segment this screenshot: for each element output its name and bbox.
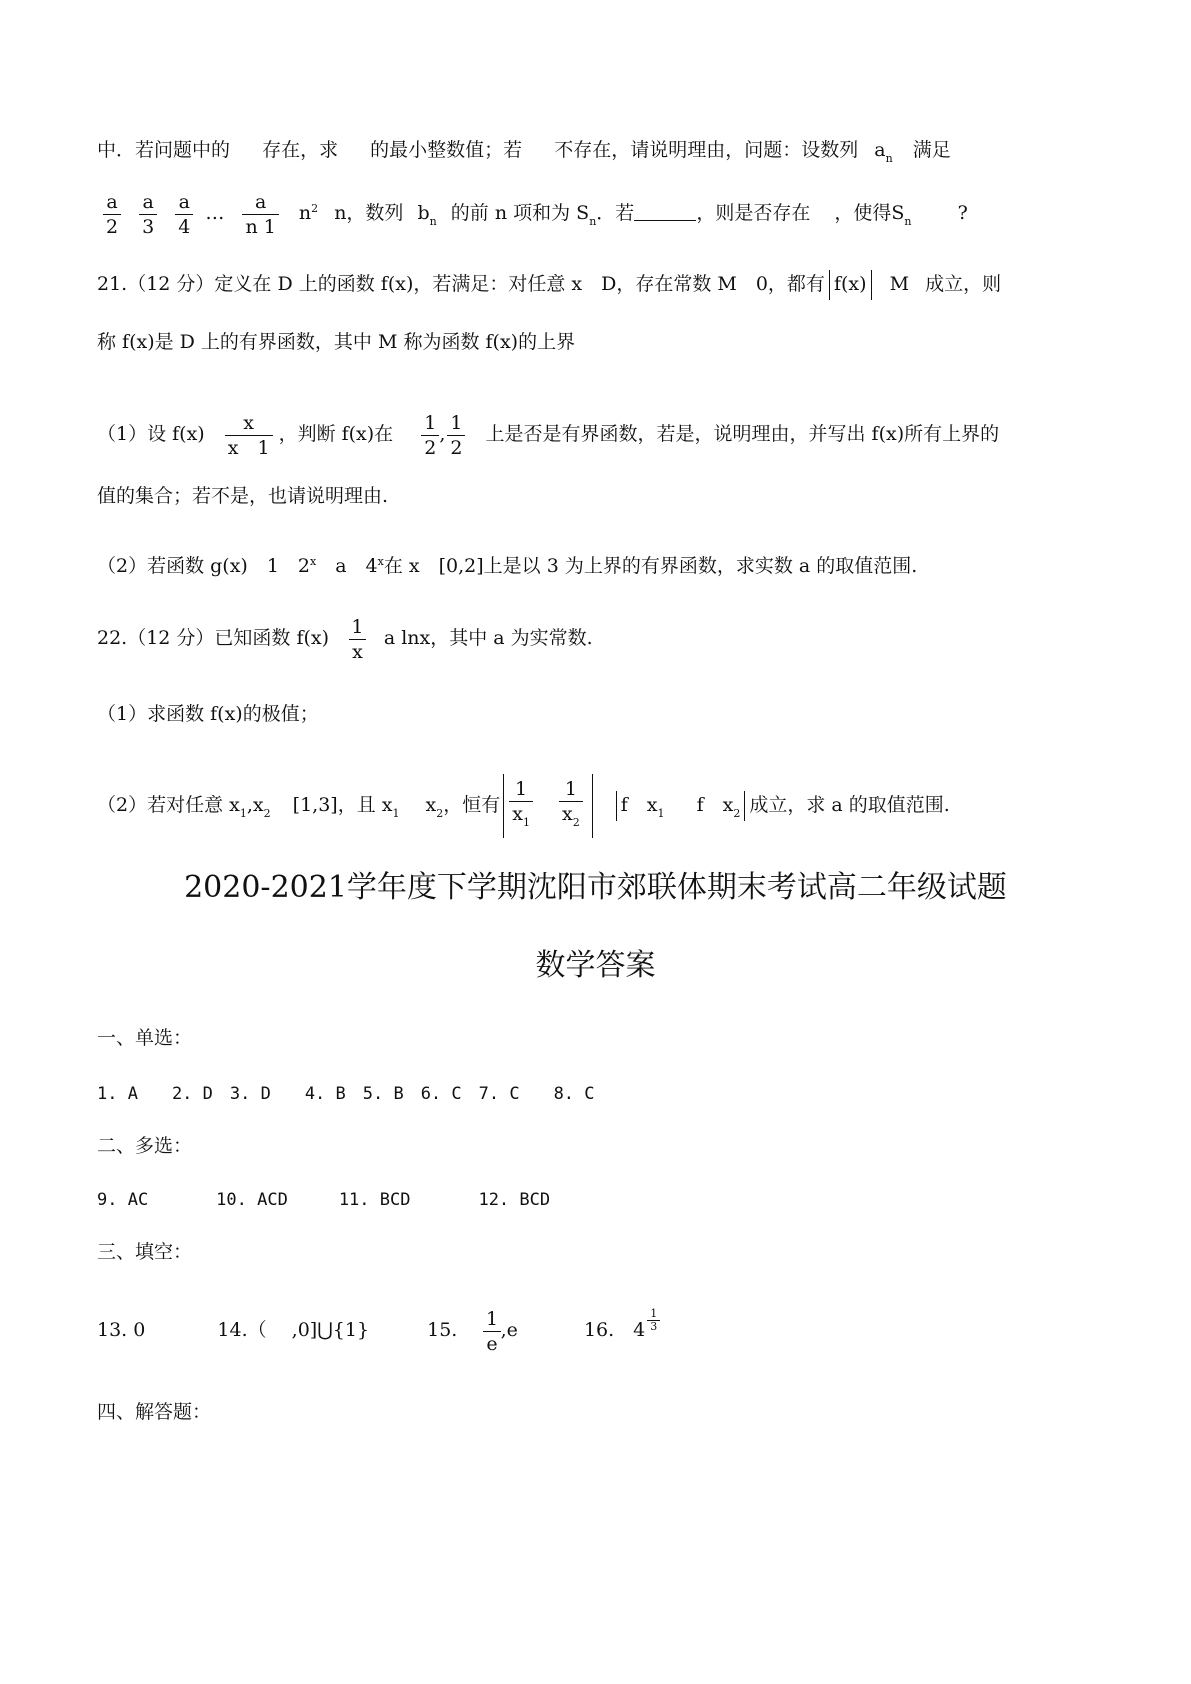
fraction-x-over-x1: $\frac{x}{x 1}$ <box>225 411 273 460</box>
q21-line2: 称 f(x)是 D 上的有界函数，其中 M 称为函数 f(x)的上界 <box>97 331 576 353</box>
problem20-line1: 中．若问题中的 存在，求 的最小整数值；若 不存在，请说明理由，问题：设数列 $a_n$ 满足 <box>97 139 951 165</box>
fraction-an: $\frac{a}{n 1}$ <box>242 190 278 239</box>
fraction-half-b: $\frac{1}{2}$ <box>447 411 465 460</box>
section-multi-choice: 二、多选： <box>97 1135 193 1157</box>
section-fill-in: 三、填空： <box>97 1241 193 1263</box>
q22-part1: （1）求函数 f(x)的极值； <box>97 703 319 725</box>
section-single-choice: 一、单选： <box>97 1027 193 1049</box>
answers-fill-in: 13. 0 14.（ ,0]⋃{1} 15. $\frac{1}{e}$ ,e 16. 4 $\frac{1}{3}$ <box>97 1300 1094 1360</box>
section-solutions: 四、解答题： <box>97 1401 212 1423</box>
q21-part1-line1: （1）设 f(x) $\frac{x}{x 1}$ ，判断 f(x)在 $\frac{1}{2}$ , $\frac{1}{2}$ 上是否是有界函数，若是，说明理由，并写出 f(x)所有上界的 <box>97 411 1000 459</box>
q21-part2: （2）若函数 g(x) 1 2$^x$ a 4$^x$在 x [0,2]上是以 3 为上界的有界函数，求实数 a 的取值范围. <box>97 555 918 577</box>
fraction-1-over-x: $\frac{1}{x}$ <box>349 615 366 664</box>
answer-subtitle: 数学答案 <box>535 948 656 983</box>
q21-line1: 21.（12 分）定义在 D 上的函数 f(x)，若满足：对任意 x D，存在常数 M 0，都有 f(x) M 成立，则 <box>97 270 1094 300</box>
fraction-1-over-e: $\frac{1}{e}$ <box>483 1307 500 1356</box>
problem20-line2: $\frac{a}{2}$ $\frac{a}{3}$ $\frac{a}{4}$ … $\frac{a}{n 1}$ $n^2$ n，数列 $b_n$ 的前 n 项和为 $S_n$．若 ，则是否存在 ，使得$S_n$ ? <box>97 184 1094 247</box>
fraction-half-a: $\frac{1}{2}$ <box>421 411 439 460</box>
fill-blank <box>634 202 696 221</box>
q21-part1-line2: 值的集合；若不是，也请说明理由. <box>97 485 389 507</box>
q22-part2: （2）若对任意 $x_1,x_2$ [1,3]，且 $x_1$ $x_2$，恒有 $\frac{1}{x_1}$ $\frac{1}{x_2}$ f $x_1$ f $x_2$ 成立，求 a 的取值范围. <box>97 772 1094 847</box>
answers-single-choice: 1. A 2. D 3. D 4. B 5. B 6. C 7. C 8. C <box>97 1084 595 1104</box>
fraction-a4: $\frac{a}{4}$ <box>175 190 193 239</box>
fraction-1-over-x1: $\frac{1}{x_1}$ <box>509 777 533 835</box>
fraction-1-over-x2: $\frac{1}{x_2}$ <box>559 777 583 835</box>
q22-line: 22.（12 分）已知函数 f(x) $\frac{1}{x}$ a lnx，其中 a 为实常数. <box>97 615 593 663</box>
answer-title: 2020-2021学年度下学期沈阳市郊联体期末考试高二年级试题 <box>184 870 1007 905</box>
fraction-a2: $\frac{a}{2}$ <box>103 190 121 239</box>
answers-multi-choice: 9. AC 10. ACD 11. BCD 12. BCD <box>97 1190 551 1210</box>
fraction-a3: $\frac{a}{3}$ <box>139 190 157 239</box>
exponent-one-third: $\frac{1}{3}$ <box>647 1308 660 1333</box>
